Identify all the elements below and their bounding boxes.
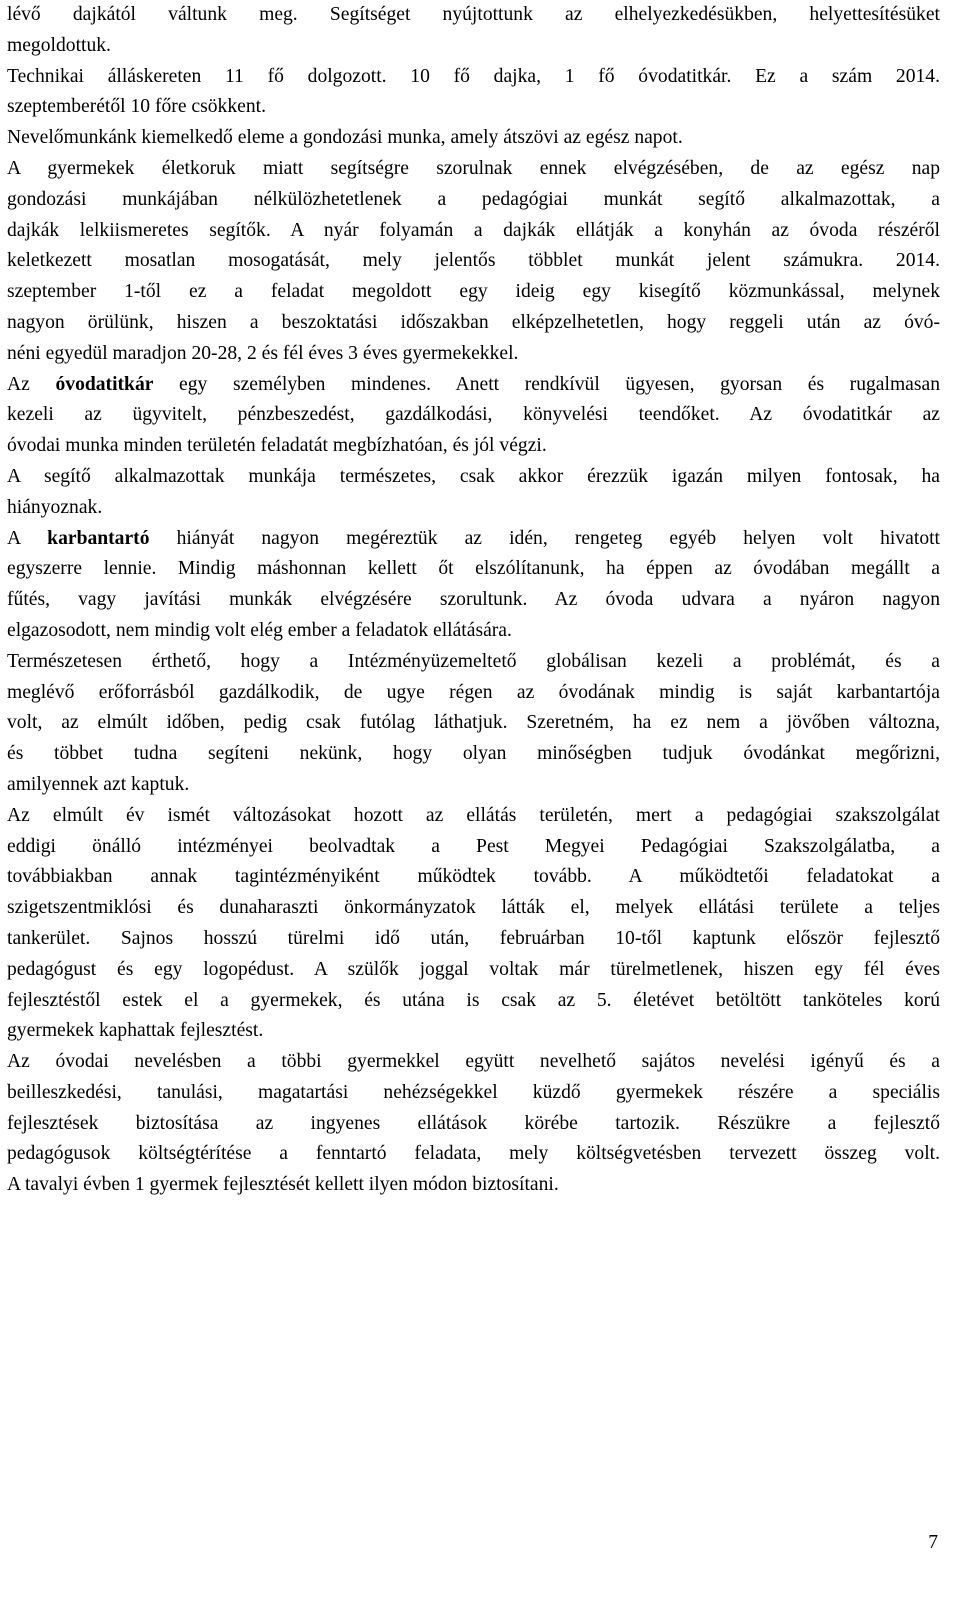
text-segment: hiányát nagyon megéreztük az idén, rengeteg egyéb helyen volt hivatott: [149, 527, 940, 549]
text-line: fejlesztések biztosítása az ingyenes ellátások körébe tartozik. Részükre a fejlesztő: [7, 1112, 940, 1134]
text-line: egyszerre lennie. Mindig máshonnan kellett őt elszólítanunk, ha éppen az óvodában megállt a: [7, 558, 940, 580]
text-line: szeptemberétől 10 főre csökkent.: [7, 96, 266, 118]
text-segment: Az: [7, 373, 56, 395]
text-line: tankerület. Sajnos hosszú türelmi idő után, februárban 10-től kaptunk először fejlesztő: [7, 927, 940, 949]
text-line: volt, az elmúlt időben, pedig csak futólag láthatjuk. Szeretném, ha ez nem a jövőben változna,: [7, 712, 940, 734]
text-line: dajkák lelkiismeretes segítők. A nyár folyamán a dajkák ellátják a konyhán az óvoda részéről: [7, 219, 940, 241]
text-line: pedagógust és egy logopédust. A szülők joggal voltak már türelmetlenek, hiszen egy fél éves: [7, 958, 940, 980]
text-line: [7, 370, 940, 401]
text-line: meglévő erőforrásból gazdálkodik, de ugye régen az óvodának mindig is saját karbantartója: [7, 681, 940, 703]
text-line: A gyermekek életkoruk miatt segítségre szorulnak ennek elvégzésében, de az egész nap: [7, 157, 940, 179]
text-line: beilleszkedési, tanulási, magatartási nehézségekkel küzdő gyermekek részére a speciális: [7, 1081, 940, 1103]
text-line: fejlesztéstől estek el a gyermekek, és utána is csak az 5. életévet betöltött tanköteles korú: [7, 989, 940, 1011]
text-line: pedagógusok költségtérítése a fenntartó feladata, mely költségvetésben tervezett összeg volt.: [7, 1143, 940, 1165]
text-line: amilyennek azt kaptuk.: [7, 773, 190, 795]
text-line: Nevelőmunkánk kiemelkedő eleme a gondozási munka, amely átszövi az egész napot.: [7, 127, 683, 149]
text-line: szigetszentmiklósi és dunaharaszti önkormányzatok látták el, melyek ellátási területe a teljes: [7, 897, 940, 919]
bold-term: karbantartó: [47, 527, 150, 549]
text-line: nagyon örülünk, hiszen a beszoktatási időszakban elképzelhetetlen, hogy reggeli után az óvó-: [7, 311, 940, 333]
text-line: Technikai álláskereten 11 fő dolgozott. 10 fő dajka, 1 fő óvodatitkár. Ez a szám 2014.: [7, 65, 940, 87]
text-line: és többet tudna segíteni nekünk, hogy olyan minőségben tudjuk óvodánkat megőrizni,: [7, 743, 940, 765]
text-line: Az óvodai nevelésben a többi gyermekkel együtt nevelhető sajátos nevelési igényű és a: [7, 1051, 940, 1073]
text-line: kezeli az ügyvitelt, pénzbeszedést, gazdálkodási, könyvelési teendőket. Az óvodatitkár az: [7, 404, 940, 426]
text-line: óvodai munka minden területén feladatát megbízhatóan, és jól végzi.: [7, 435, 547, 457]
text-segment: egy személyben mindenes. Anett rendkívül ügyesen, gyorsan és rugalmasan: [153, 373, 940, 395]
text-line: fűtés, vagy javítási munkák elvégzésére szorultunk. Az óvoda udvara a nyáron nagyon: [7, 589, 940, 611]
text-line: elgazosodott, nem mindig volt elég ember a feladatok ellátására.: [7, 619, 512, 641]
text-line: gyermekek kaphattak fejlesztést.: [7, 1020, 264, 1042]
text-line: A tavalyi évben 1 gyermek fejlesztését kellett ilyen módon biztosítani.: [7, 1174, 559, 1196]
document-body: [7, 0, 940, 1201]
text-line: lévő dajkától váltunk meg. Segítséget nyújtottunk az elhelyezkedésükben, helyettesítésüket: [7, 4, 940, 25]
bold-term: óvodatitkár: [55, 373, 154, 395]
text-line: eddigi önálló intézményei beolvadtak a Pest Megyei Pedagógiai Szakszolgálatba, a: [7, 835, 940, 857]
text-line: megoldottuk.: [7, 34, 111, 56]
text-line: továbbiakban annak tagintézményiként működtek tovább. A működtetői feladatokat a: [7, 866, 940, 888]
text-line: Természetesen érthető, hogy a Intézményüzemeltető globálisan kezeli a problémát, és a: [7, 650, 940, 672]
text-line: gondozási munkájában nélkülözhetetlenek a pedagógiai munkát segítő alkalmazottak, a: [7, 188, 940, 210]
text-line: néni egyedül maradjon 20-28, 2 és fél éves 3 éves gyermekekkel.: [7, 342, 519, 364]
text-line: A segítő alkalmazottak munkája természetes, csak akkor érezzük igazán milyen fontosak, ha: [7, 465, 940, 487]
text-line: [7, 524, 940, 555]
text-segment: A: [7, 527, 48, 549]
text-line: keletkezett mosatlan mosogatását, mely jelentős többlet munkát jelent számukra. 2014.: [7, 250, 940, 272]
page-number: 7: [928, 1532, 938, 1553]
text-line: Az elmúlt év ismét változásokat hozott az ellátás területén, mert a pedagógiai szakszolgálat: [7, 804, 940, 826]
text-line: hiányoznak.: [7, 496, 103, 518]
text-line: szeptember 1-től ez a feladat megoldott egy ideig egy kisegítő közmunkással, melynek: [7, 281, 940, 303]
